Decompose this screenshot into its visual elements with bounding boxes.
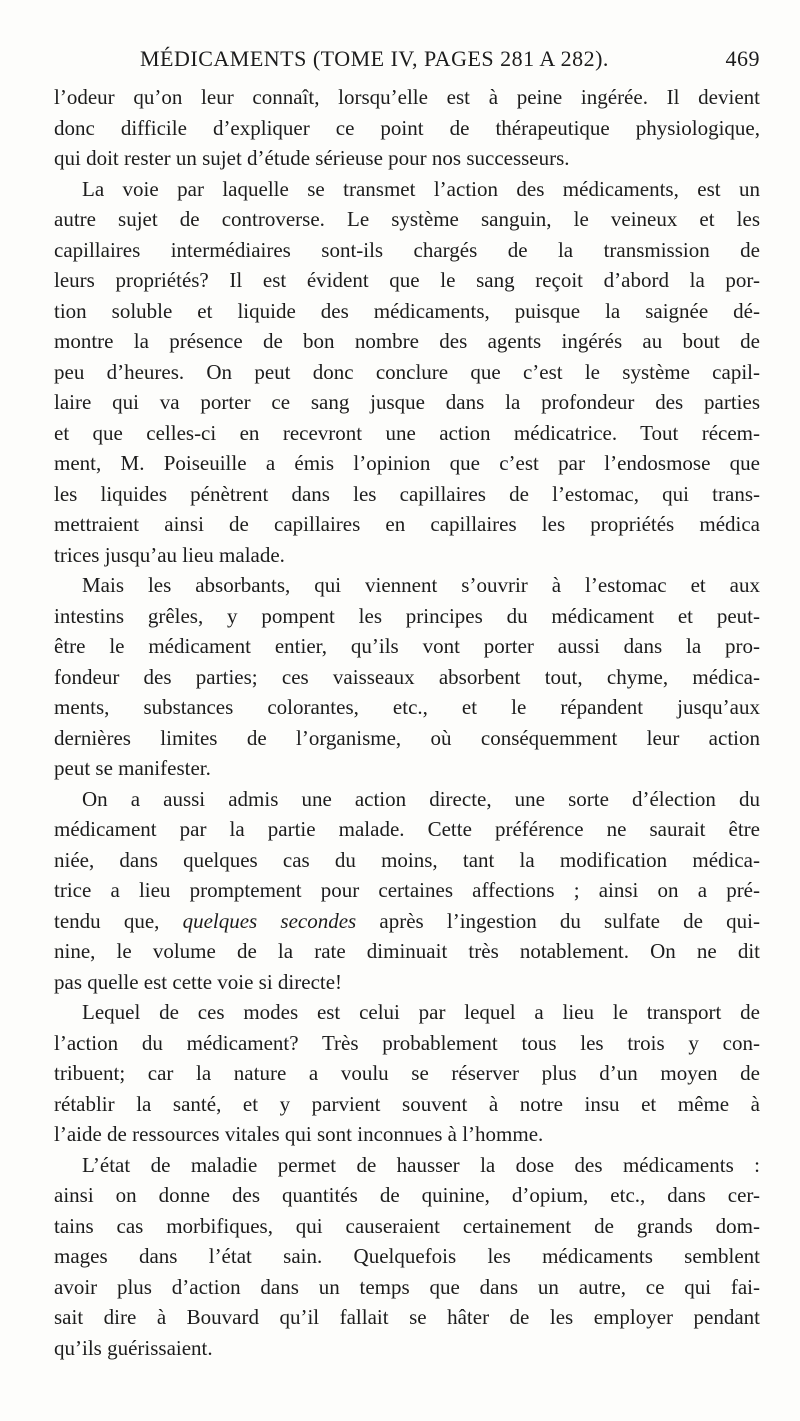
text-line: trice a lieu promptement pour certaines affections ; ainsi on a pré- xyxy=(54,878,760,902)
text-line: ment, M. Poiseuille a émis l’opinion que c’est par l’endosmose que xyxy=(54,451,760,475)
text-line: qui doit rester un sujet d’étude sérieuse pour nos successeurs. xyxy=(54,146,570,170)
text-line: avoir plus d’action dans un temps que dans un autre, ce qui fai- xyxy=(54,1274,760,1299)
running-header xyxy=(140,46,760,76)
text-segment: après l’ingestion du sulfate de qui- xyxy=(356,908,760,933)
text-line xyxy=(54,906,760,937)
text-line: l’odeur qu’on leur connaît, lorsqu’elle est à peine ingérée. Il devient xyxy=(54,85,760,109)
text-line: intestins grêles, y pompent les principes du médicament et peut- xyxy=(54,603,760,628)
text-line: sait dire à Bouvard qu’il fallait se hâter de les employer pendant xyxy=(54,1305,760,1329)
text-line: être le médicament entier, qu’ils vont porter aussi dans la pro- xyxy=(54,634,760,658)
text-segment: tendu que, xyxy=(54,908,183,933)
text-line: fondeur des parties; ces vaisseaux absorbent tout, chyme, médica- xyxy=(54,664,760,689)
text-line: ainsi on donne des quantités de quinine, d’opium, etc., dans cer- xyxy=(54,1183,760,1207)
text-line: l’aide de ressources vitales qui sont inconnues à l’homme. xyxy=(54,1122,544,1146)
text-line: capillaires intermédiaires sont-ils chargés de la transmission de xyxy=(54,237,760,262)
text-line: les liquides pénètrent dans les capillaires de l’estomac, qui trans- xyxy=(54,481,760,506)
text-line: Mais les absorbants, qui viennent s’ouvrir à l’estomac et aux xyxy=(82,573,760,597)
text-line: pas quelle est cette voie si directe! xyxy=(54,969,343,994)
text-line: laire qui va porter ce sang jusque dans la profondeur des parties xyxy=(54,390,760,414)
body-text xyxy=(54,82,760,1363)
text-line: médicament par la partie malade. Cette préférence ne saurait être xyxy=(54,817,760,841)
text-line: donc difficile d’expliquer ce point de thérapeutique physiologique, xyxy=(54,115,760,140)
italic-phrase: quelques secondes xyxy=(182,908,357,933)
text-line: et que celles-ci en recevront une action médicatrice. Tout récem- xyxy=(54,420,760,445)
running-title: MÉDICAMENTS (TOME IV, PAGES 281 A 282). xyxy=(140,46,609,71)
text-line: mettraient ainsi de capillaires en capillaires les propriétés médica xyxy=(54,512,760,536)
text-line: qu’ils guérissaient. xyxy=(54,1335,213,1360)
text-line: niée, dans quelques cas du moins, tant la modification médica- xyxy=(54,847,760,872)
text-line: trices jusqu’au lieu malade. xyxy=(54,542,285,567)
text-line: tribuent; car la nature a voulu se réserver plus d’un moyen de xyxy=(54,1061,760,1085)
text-line: autre sujet de controverse. Le système sanguin, le veineux et les xyxy=(54,207,760,231)
text-line: tion soluble et liquide des médicaments, puisque la saignée dé- xyxy=(54,298,760,323)
text-line: tains cas morbifiques, qui causeraient certainement de grands dom- xyxy=(54,1213,760,1238)
text-line: rétablir la santé, et y parvient souvent à notre insu et même à xyxy=(54,1091,760,1116)
text-line: mages dans l’état sain. Quelquefois les médicaments semblent xyxy=(54,1244,760,1268)
text-line: ments, substances colorantes, etc., et le répandent jusqu’aux xyxy=(54,695,760,719)
text-line: leurs propriétés? Il est évident que le sang reçoit d’abord la por- xyxy=(54,268,760,292)
text-line: montre la présence de bon nombre des agents ingérés au bout de xyxy=(54,329,760,353)
text-line: dernières limites de l’organisme, où conséquemment leur action xyxy=(54,725,760,750)
text-line: l’action du médicament? Très probablement tous les trois y con- xyxy=(54,1030,760,1055)
text-line: peu d’heures. On peut donc conclure que c’est le système capil- xyxy=(54,359,760,384)
text-line: peut se manifester. xyxy=(54,756,211,780)
text-line: L’état de maladie permet de hausser la dose des médicaments : xyxy=(82,1152,760,1177)
text-line: nine, le volume de la rate diminuait très notablement. On ne dit xyxy=(54,939,760,963)
text-line: Lequel de ces modes est celui par lequel a lieu le transport de xyxy=(82,1000,760,1024)
text-line: On a aussi admis une action directe, une sorte d’élection du xyxy=(82,786,760,811)
page-number: 469 xyxy=(725,46,760,71)
text-line: La voie par laquelle se transmet l’action des médicaments, est un xyxy=(82,176,760,201)
